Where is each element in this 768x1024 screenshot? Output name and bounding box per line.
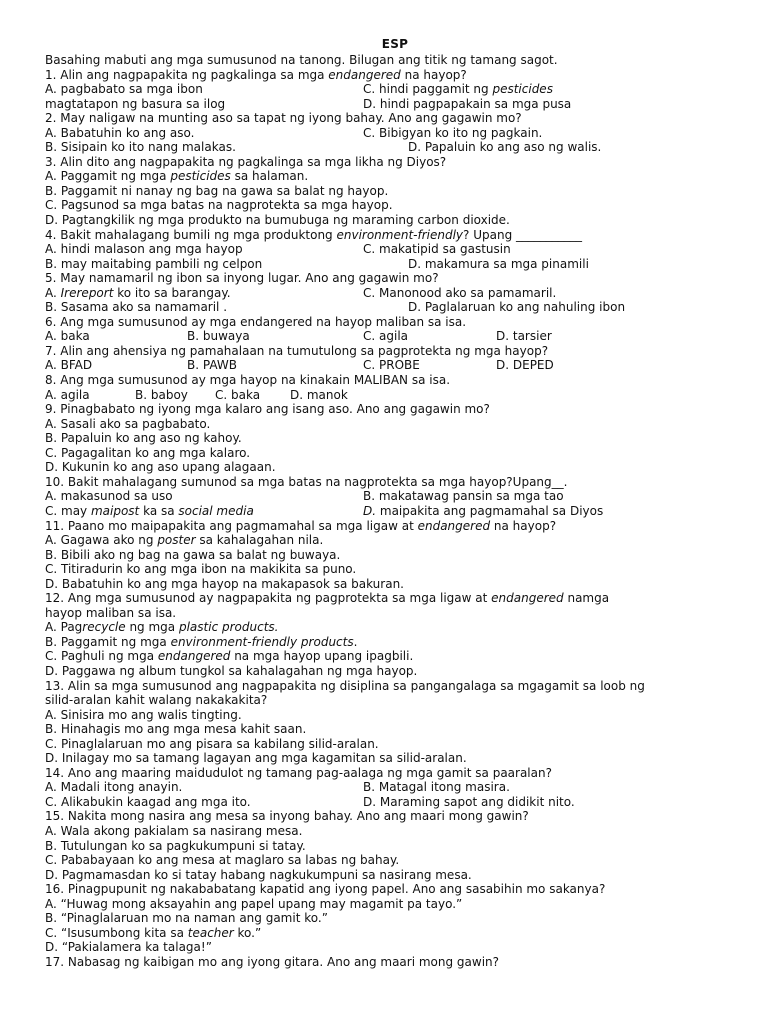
choice-option: D. Pagmamasdan ko si tatay habang nagkukumpuni sa nasirang mesa. [45,867,472,882]
choice-row [45,140,745,155]
question-text: 5. May namamaril ng ibon sa inyong lugar. Ano ang gagawin mo? [45,271,439,286]
choice-option: A. Gagawa ako ng poster sa kahalagahan nila. [45,533,324,548]
question-text-continued: hayop maliban sa isa. [45,605,177,620]
choice-option: A. Pagrecycle ng mga plastic products. [45,620,279,635]
choice-option: A. Madali itong anayin. [45,780,183,795]
question-block [45,373,745,402]
choice-option: D. Inilagay mo sa tamang lagayan ang mga kagamitan sa silid-aralan. [45,751,467,766]
question-text: 7. Alin ang ahensiya ng pamahalaan na tumutulong sa pagprotekta ng mga hayop? [45,343,549,358]
choice-option: D. Paggawa ng album tungkol sa kahalagahan ng mga hayop. [45,663,418,678]
choice-option: A. Wala akong pakialam sa nasirang mesa. [45,823,303,838]
choice-option: A. Sinisira mo ang walis tingting. [45,707,242,722]
choice-option: D. hindi pagpapakain sa mga pusa [363,96,572,111]
choice-option: C. Pagagalitan ko ang mga kalaro. [45,445,251,460]
question-text: 12. Ang mga sumusunod ay nagpapakita ng pagprotekta sa mga ligaw at endangered namga [45,591,610,606]
choice-option: C. hindi paggamit ng pesticides [363,82,553,97]
choice-option: B. Hinahagis mo ang mga mesa kahit saan. [45,722,307,737]
question-text: 9. Pinagbabato ng iyong mga kalaro ang isang aso. Ano ang gagawin mo? [45,402,490,417]
choice-option: A. baka [45,329,90,344]
choice-row [45,97,745,112]
question-text: 4. Bakit mahalagang bumili ng mga produktong environment-friendly? Upang ___________ [45,227,583,242]
question-block [45,155,745,228]
choice-row [45,489,745,504]
choice-option: B. Matagal itong masira. [363,780,510,795]
question-text: 10. Bakit mahalagang sumunod sa mga batas na nagprotekta sa mga hayop?Upang__. [45,474,568,489]
choice-option: A. Paggamit ng mga pesticides sa halaman. [45,169,309,184]
question-text: 16. Pinagpupunit ng nakababatang kapatid ang iyong papel. Ano ang sasabihin mo sakanya? [45,882,606,897]
choice-option: D. Paglalaruan ko ang nahuling ibon [408,300,626,315]
question-text: 8. Ang mga sumusunod ay mga hayop na kinakain MALIBAN sa isa. [45,373,451,388]
choice-option: B. Sisipain ko ito nang malakas. [45,140,236,155]
question-block [45,271,745,315]
choice-option: C. agila [363,329,408,344]
choice-option: magtatapon ng basura sa ilog [45,96,226,111]
question-block [45,766,745,810]
choice-option: D. maipakita ang pagmamahal sa Diyos [363,503,604,518]
question-text: 2. May naligaw na munting aso sa tapat ng iyong bahay. Ano ang gagawin mo? [45,111,522,126]
question-text: 3. Alin dito ang nagpapakita ng pagkalinga sa mga likha ng Diyos? [45,154,447,169]
choice-option: C. baka [215,387,261,402]
choice-option: D. “Pakialamera ka talaga!” [45,940,212,955]
choice-row [45,300,745,315]
question-text: 1. Alin ang nagpapakita ng pagkalinga sa mga endangered na hayop? [45,67,467,82]
choice-option: D. Papaluin ko ang aso ng walis. [408,140,602,155]
choice-option: B. “Pinaglalaruan mo na naman ang gamit ko.” [45,911,328,926]
choice-row [45,242,745,257]
question-block [45,809,745,882]
question-block [45,402,745,475]
choice-row [45,795,745,810]
choice-option: D. Babatuhin ko ang mga hayop na makapasok sa bakuran. [45,576,404,591]
question-text: 14. Ano ang maaring maidudulot ng tamang pag-aalaga ng mga gamit sa paaralan? [45,765,552,780]
choice-option: C. Paghuli ng mga endangered na mga hayop upang ipagbili. [45,649,414,664]
choice-option: B. makatawag pansin sa mga tao [363,489,564,504]
choice-option: C. Pinaglalaruan mo ang pisara sa kabilang silid-aralan. [45,736,379,751]
choice-row [45,388,745,403]
choice-option: C. Alikabukin kaagad ang mga ito. [45,794,251,809]
choice-option: C. “Isusumbong kita sa teacher ko.” [45,925,262,940]
choice-option: B. Paggamit ni nanay ng bag na gawa sa balat ng hayop. [45,183,389,198]
choice-row [45,329,745,344]
choice-option: B. Tutulungan ko sa pagkukumpuni si tatay. [45,838,306,853]
choice-option: D. DEPED [496,358,554,373]
choice-option: D. tarsier [496,329,552,344]
choice-option: A. “Huwag mong aksayahin ang papel upang may magamit pa tayo.” [45,896,463,911]
choice-option: C. Manonood ako sa pamamaril. [363,285,557,300]
choice-row [45,780,745,795]
question-text: 15. Nakita mong nasira ang mesa sa inyong bahay. Ano ang maari mong gawin? [45,809,529,824]
choice-option: B. baboy [135,387,188,402]
question-text: 6. Ang mga sumusunod ay mga endangered na hayop maliban sa isa. [45,314,467,329]
choice-option: D. Kukunin ko ang aso upang alagaan. [45,460,276,475]
choice-row [45,286,745,301]
instructions: Basahing mabuti ang mga sumusunod na tanong. Bilugan ang titik ng tamang sagot. [45,53,558,67]
choice-option: D. Maraming sapot ang didikit nito. [363,794,575,809]
choice-option: B. buwaya [187,329,250,344]
question-block [45,228,745,272]
question-block [45,519,745,592]
question-block [45,591,745,678]
choice-option: D. manok [290,387,348,402]
question-block [45,882,745,955]
worksheet-page [45,38,745,969]
choice-row [45,257,745,272]
choice-option: C. Bibigyan ko ito ng pagkain. [363,125,543,140]
choice-option: C. may maipost ka sa social media [45,503,254,518]
choice-row [45,126,745,141]
choice-option: B. Papaluin ko ang aso ng kahoy. [45,431,242,446]
choice-row [45,82,745,97]
choice-option: C. Pababayaan ko ang mesa at maglaro sa labas ng bahay. [45,853,400,868]
question-text: 17. Nabasag ng kaibigan mo ang iyong gitara. Ano ang maari mong gawin? [45,954,500,969]
question-text: 11. Paano mo maipapakita ang pagmamahal sa mga ligaw at endangered na hayop? [45,518,557,533]
choice-row [45,504,745,519]
question-list [45,68,745,970]
choice-option: A. Sasali ako sa pagbabato. [45,416,211,431]
choice-option: A. Irereport ko ito sa barangay. [45,285,231,300]
choice-option: A. Babatuhin ko ang aso. [45,125,195,140]
choice-option: B. Bibili ako ng bag na gawa sa balat ng buwaya. [45,547,341,562]
question-block [45,68,745,112]
worksheet-title: ESP [381,37,409,51]
question-block [45,679,745,766]
question-block [45,475,745,519]
choice-option: D. makamura sa mga pinamili [408,256,589,271]
choice-option: A. hindi malason ang mga hayop [45,242,243,257]
choice-option: C. Titiradurin ko ang mga ibon na makikita sa puno. [45,562,357,577]
choice-row [45,358,745,373]
choice-option: A. agila [45,387,90,402]
choice-option: B. Sasama ako sa namamaril . [45,300,228,315]
choice-option: B. PAWB [187,358,237,373]
choice-option: C. PROBE [363,358,420,373]
choice-option: A. makasunod sa uso [45,489,173,504]
choice-option: C. makatipid sa gastusin [363,242,511,257]
choice-option: B. Paggamit ng mga environment-friendly products. [45,634,358,649]
choice-option: C. Pagsunod sa mga batas na nagprotekta sa mga hayop. [45,198,393,213]
question-block [45,344,745,373]
question-block [45,955,745,970]
question-block [45,315,745,344]
choice-option: A. BFAD [45,358,93,373]
question-text: 13. Alin sa mga sumusunod ang nagpapakita ng disiplina sa pangangalaga sa mgagamit sa loob ng [45,678,645,693]
choice-option: A. pagbabato sa mga ibon [45,82,203,97]
question-block [45,111,745,155]
question-text-continued: silid-aralan kahit walang nakakakita? [45,693,268,708]
choice-option: D. Pagtangkilik ng mga produkto na bumubuga ng maraming carbon dioxide. [45,213,510,228]
choice-option: B. may maitabing pambili ng celpon [45,256,263,271]
